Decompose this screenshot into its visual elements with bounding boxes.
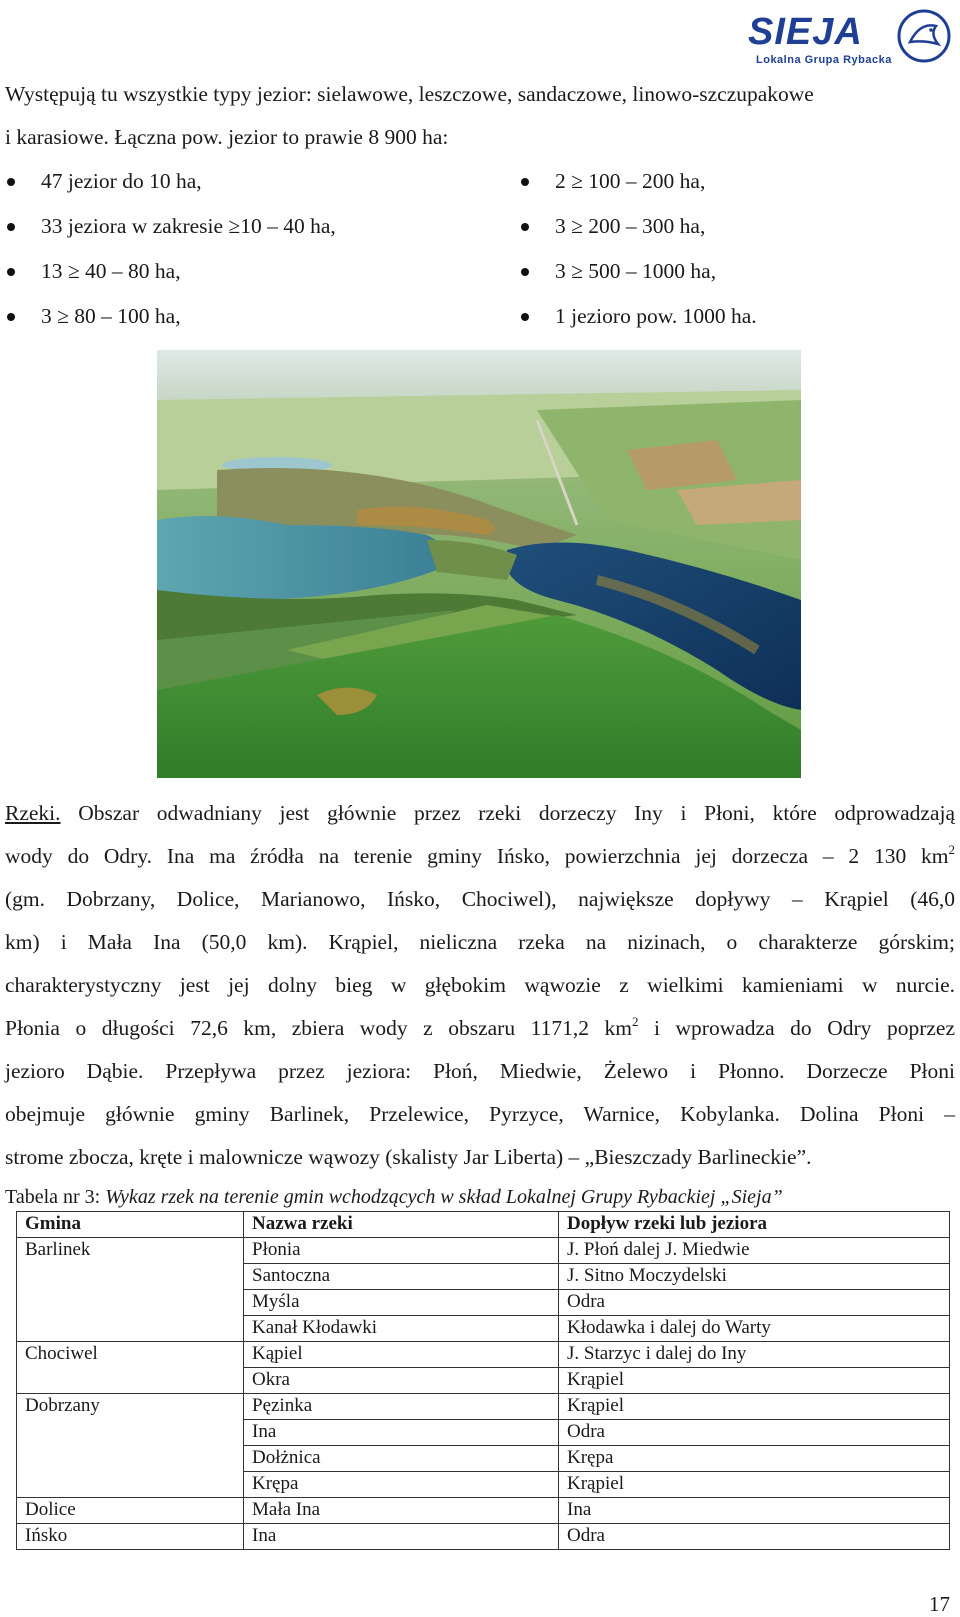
table-header-cell: Dopływ rzeki lub jeziora	[559, 1212, 950, 1238]
table-row	[17, 1498, 950, 1524]
table-row	[17, 1472, 950, 1498]
table-cell: Mała Ina	[244, 1498, 559, 1524]
table-row	[17, 1524, 950, 1550]
rivers-line-1: Rzeki. Obszar odwadniany jest głównie przez rzeki dorzeczy Iny i Płoni, które odprowadzają	[5, 801, 956, 825]
table-cell: Chociwel	[17, 1342, 244, 1368]
table-row	[17, 1342, 950, 1368]
table-cell: Barlinek	[17, 1238, 244, 1264]
table-header-cell: Nazwa rzeki	[244, 1212, 559, 1238]
table-cell: Kąpiel	[244, 1342, 559, 1368]
bullet-icon	[521, 178, 529, 186]
table-cell: Odra	[559, 1524, 950, 1550]
table-cell: Dobrzany	[17, 1394, 244, 1420]
table-cell: Okra	[244, 1368, 559, 1394]
table-cell: Ińsko	[17, 1524, 244, 1550]
rivers-line-4: km) i Mała Ina (50,0 km). Krąpiel, nieliczna rzeka na nizinach, o charakterze górskim;	[5, 930, 955, 954]
list-item: 3 ≥ 200 – 300 ha,	[555, 214, 705, 238]
rivers-line-5: charakterystyczny jest jej dolny bieg w głębokim wąwozie z wielkimi kamieniami w nurcie.	[5, 973, 955, 997]
table-cell: Pęzinka	[244, 1394, 559, 1420]
bullet-icon	[521, 268, 529, 276]
table-cell: Dolice	[17, 1498, 244, 1524]
table-cell	[17, 1264, 244, 1290]
table-row	[17, 1394, 950, 1420]
table-cell: Ina	[244, 1524, 559, 1550]
table-row	[17, 1368, 950, 1394]
page-number: 17	[929, 1592, 950, 1616]
table-cell	[17, 1472, 244, 1498]
bullet-icon	[7, 223, 15, 231]
table-cell: Myśla	[244, 1290, 559, 1316]
lgr-sieja-logo	[748, 8, 950, 70]
table-cell	[17, 1316, 244, 1342]
rivers-line-6: Płonia o długości 72,6 km, zbiera wody z obszaru 1171,2 $km^2$ i wprowadza do Odry poprzez	[5, 1014, 955, 1040]
rivers-heading: Rzeki.	[5, 801, 61, 825]
bullet-icon	[521, 313, 529, 321]
intro-line-2: i karasiowe. Łączna pow. jezior to prawie 8 900 ha:	[5, 125, 449, 149]
logo-title: SIEJA	[748, 11, 863, 53]
table-cell	[17, 1368, 244, 1394]
table-row	[17, 1264, 950, 1290]
table-cell: Krępa	[244, 1472, 559, 1498]
aerial-lakes-photo	[157, 350, 801, 778]
list-item: 47 jezior do 10 ha,	[41, 169, 202, 193]
table-cell: Ina	[244, 1420, 559, 1446]
table-cell: Ina	[559, 1498, 950, 1524]
table-cell	[17, 1446, 244, 1472]
list-item: 33 jeziora w zakresie ≥10 – 40 ha,	[41, 214, 336, 238]
fish-logo-icon	[896, 8, 952, 64]
rivers-line-7: jezioro Dąbie. Przepływa przez jeziora: Płoń, Miedwie, Żelewo i Płonno. Dorzecze Płoni	[5, 1059, 955, 1083]
rivers-table	[16, 1211, 950, 1550]
table-cell: Krąpiel	[559, 1368, 950, 1394]
table-cell: J. Starzyc i dalej do Iny	[559, 1342, 950, 1368]
table-row	[17, 1290, 950, 1316]
table-header-row	[17, 1212, 950, 1238]
table-header-cell: Gmina	[17, 1212, 244, 1238]
table-caption: Tabela nr 3: Wykaz rzek na terenie gmin wchodzących w skład Lokalnej Grupy Rybackiej „Sieja”	[5, 1186, 783, 1208]
table-cell: Krępa	[559, 1446, 950, 1472]
rivers-line-2: wody do Odry. Ina ma źródła na terenie gminy Ińsko, powierzchnia jej dorzecza – 2 130 $km^2$	[5, 842, 955, 868]
table-cell: Krąpiel	[559, 1394, 950, 1420]
table-cell: Odra	[559, 1290, 950, 1316]
table-cell: J. Płoń dalej J. Miedwie	[559, 1238, 950, 1264]
table-row	[17, 1238, 950, 1264]
list-item: 1 jezioro pow. 1000 ha.	[555, 304, 757, 328]
table-cell: Płonia	[244, 1238, 559, 1264]
table-cell: Dołżnica	[244, 1446, 559, 1472]
rivers-line-8: obejmuje głównie gminy Barlinek, Przelewice, Pyrzyce, Warnice, Kobylanka. Dolina Płoni –	[5, 1102, 955, 1126]
table-cell	[17, 1420, 244, 1446]
table-row	[17, 1446, 950, 1472]
list-item: 3 ≥ 500 – 1000 ha,	[555, 259, 716, 283]
table-cell: Santoczna	[244, 1264, 559, 1290]
rivers-line-9: strome zbocza, kręte i malownicze wąwozy (skalisty Jar Liberta) – „Bieszczady Barlineckie”.	[5, 1145, 812, 1169]
bullet-icon	[7, 313, 15, 321]
list-item: 13 ≥ 40 – 80 ha,	[41, 259, 181, 283]
table-row	[17, 1420, 950, 1446]
bullet-icon	[7, 178, 15, 186]
rivers-line-3: (gm. Dobrzany, Dolice, Marianowo, Ińsko, Chociwel), największe dopływy – Krąpiel (46,0	[5, 887, 955, 911]
logo-subtitle: Lokalna Grupa Rybacka	[756, 54, 892, 66]
table-cell: J. Sitno Moczydelski	[559, 1264, 950, 1290]
list-item: 2 ≥ 100 – 200 ha,	[555, 169, 705, 193]
bullet-icon	[7, 268, 15, 276]
table-cell: Kłodawka i dalej do Warty	[559, 1316, 950, 1342]
table-cell	[17, 1290, 244, 1316]
table-cell: Kanał Kłodawki	[244, 1316, 559, 1342]
table-row	[17, 1316, 950, 1342]
table-cell: Odra	[559, 1420, 950, 1446]
intro-line-1: Występują tu wszystkie typy jezior: sielawowe, leszczowe, sandaczowe, linowo-szczupakowe	[5, 82, 814, 106]
bullet-icon	[521, 223, 529, 231]
table-cell: Krąpiel	[559, 1472, 950, 1498]
list-item: 3 ≥ 80 – 100 ha,	[41, 304, 181, 328]
